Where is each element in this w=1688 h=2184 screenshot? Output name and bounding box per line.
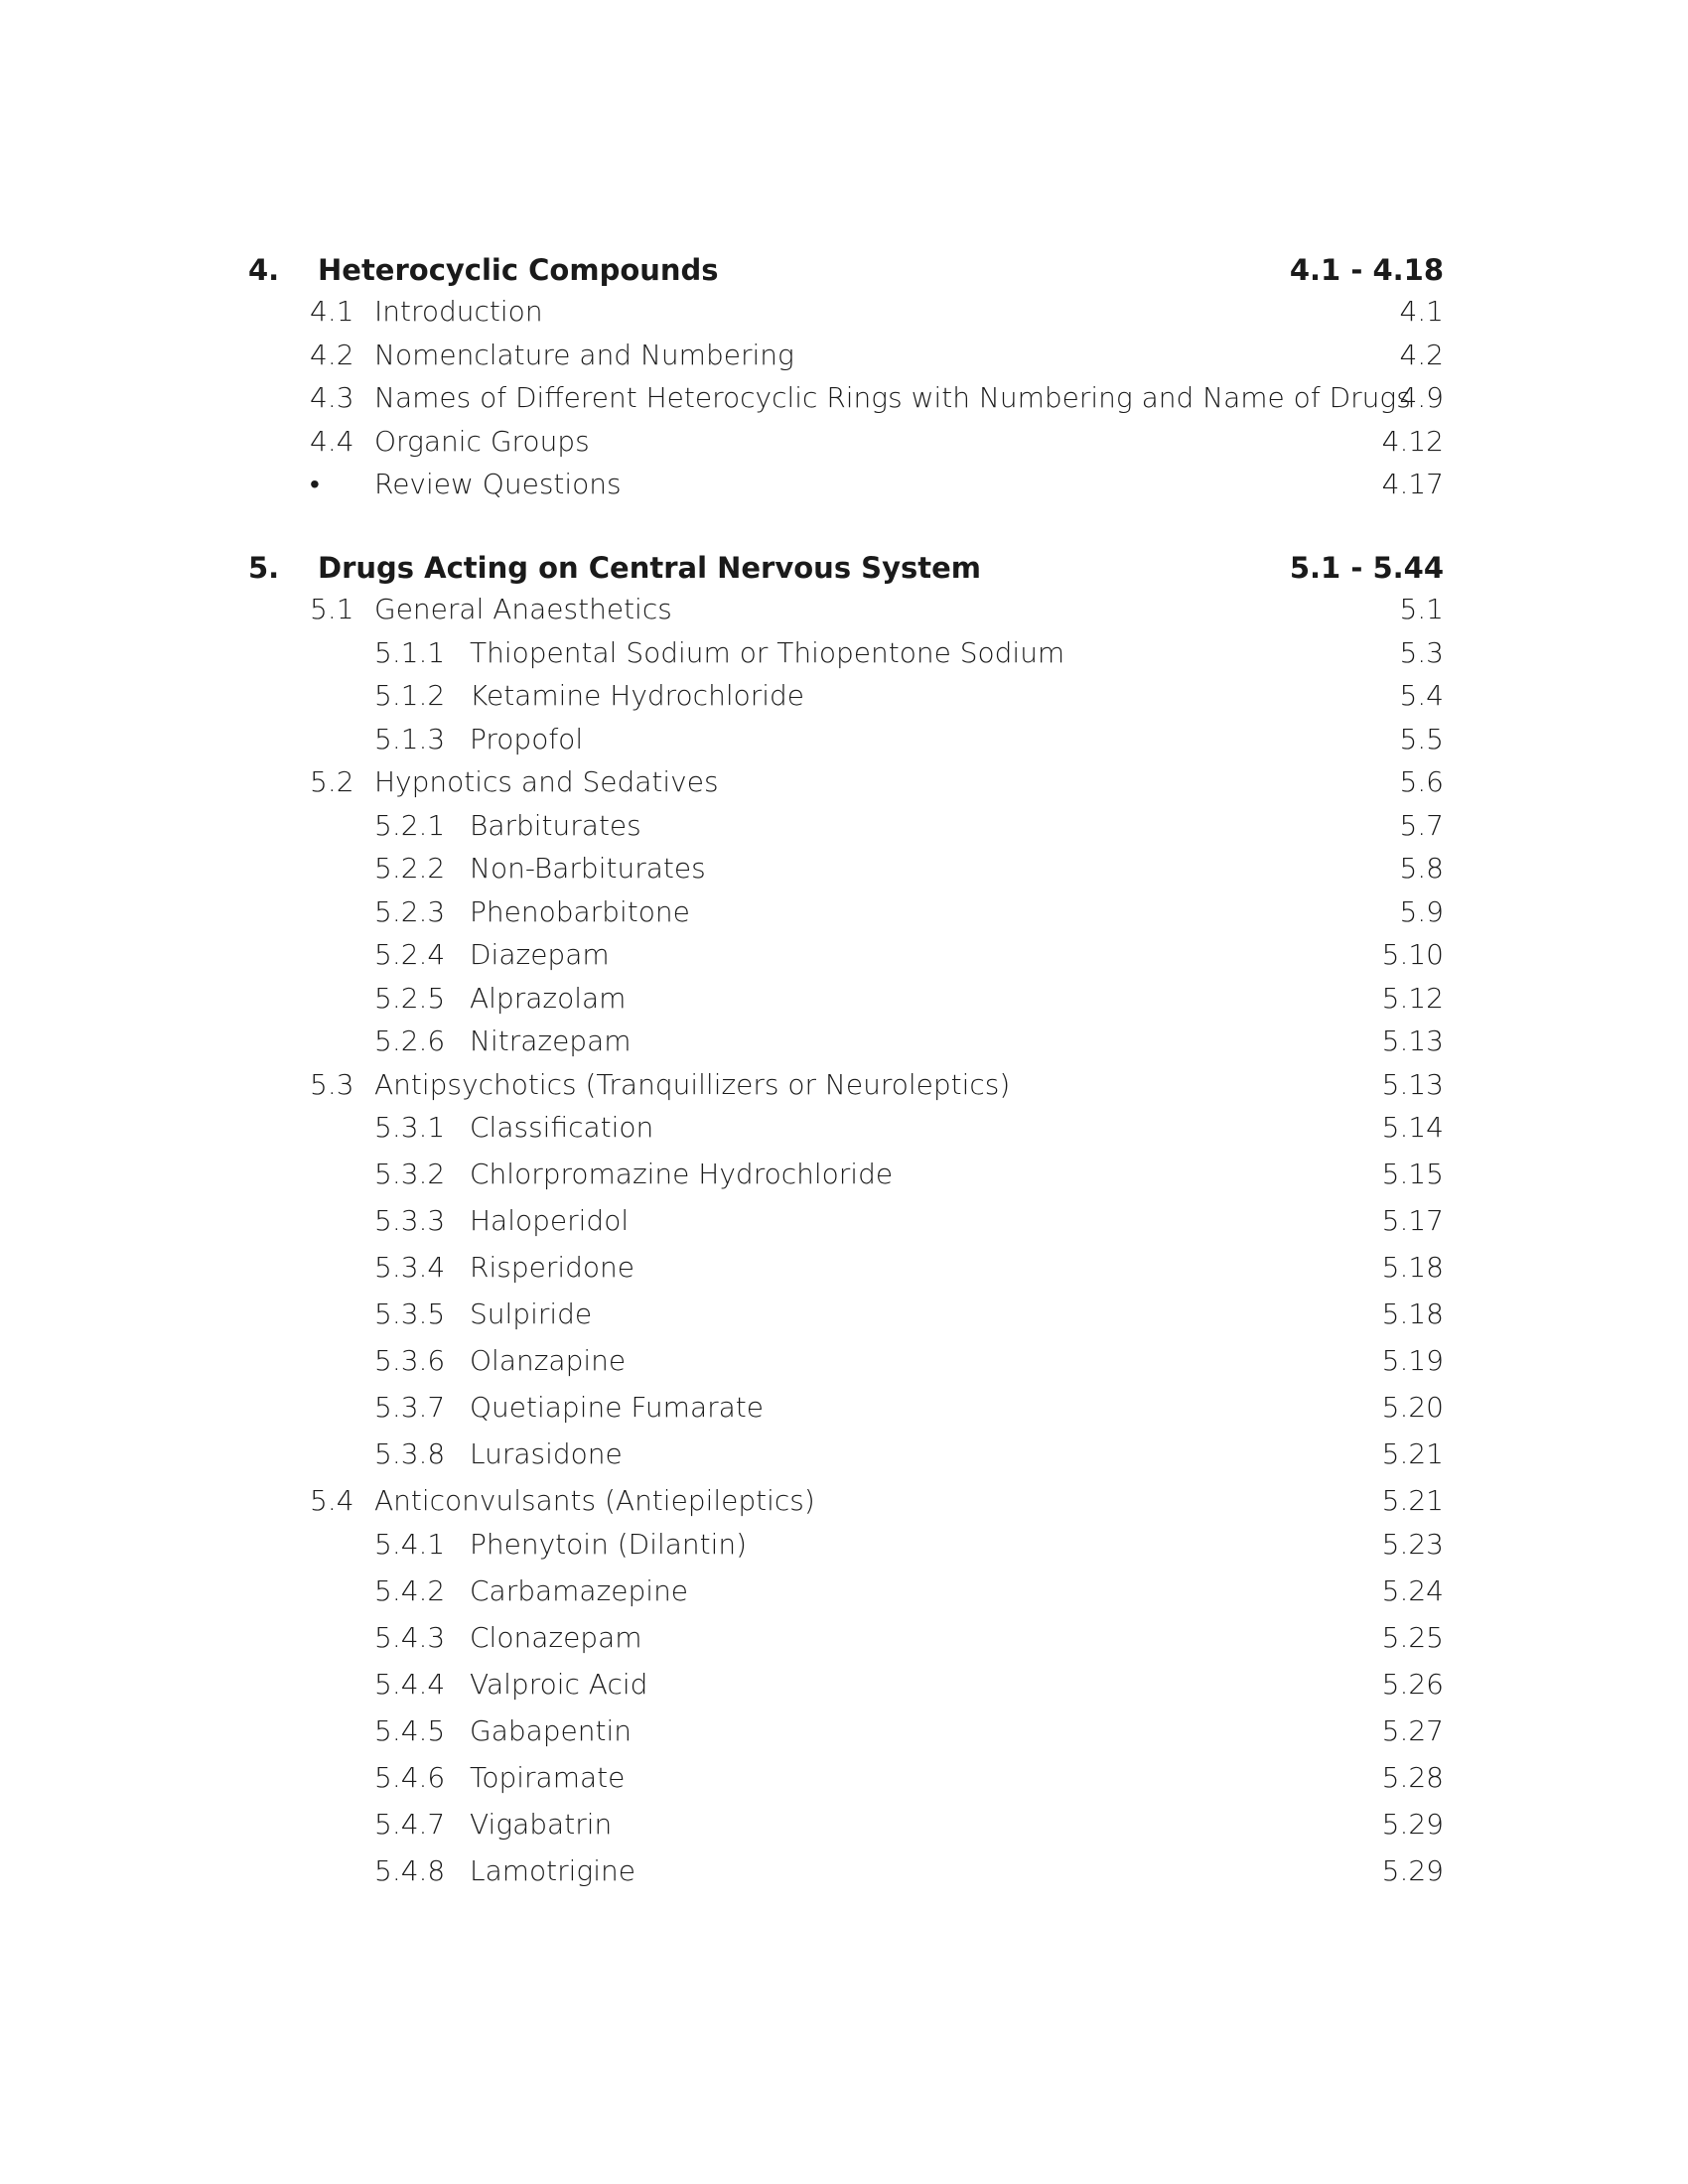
subsection-number: 5.2.4 bbox=[374, 938, 446, 971]
subsection-title: Ketamine Hydrochloride bbox=[470, 679, 805, 712]
subsection-page: 5.25 bbox=[1381, 1620, 1444, 1654]
subsection-entry[interactable] bbox=[0, 1803, 1688, 1846]
subsection-title: Lamotrigine bbox=[470, 1853, 635, 1887]
section-entry[interactable] bbox=[0, 760, 1688, 804]
subsection-entry[interactable] bbox=[0, 1153, 1688, 1196]
subsection-page: 5.13 bbox=[1381, 1024, 1444, 1057]
subsection-entry[interactable] bbox=[0, 977, 1688, 1021]
subsection-entry[interactable] bbox=[0, 1293, 1688, 1336]
subsection-entry[interactable] bbox=[0, 890, 1688, 934]
section-title: Introduction bbox=[374, 295, 543, 328]
section-title: Organic Groups bbox=[374, 424, 590, 458]
subsection-entry[interactable] bbox=[0, 1570, 1688, 1613]
subsection-page: 5.26 bbox=[1381, 1667, 1444, 1701]
section-entry[interactable] bbox=[0, 290, 1688, 334]
chapter-heading[interactable] bbox=[0, 248, 1688, 292]
subsection-number: 5.4.3 bbox=[374, 1620, 446, 1654]
section-number: 5.3 bbox=[310, 1067, 354, 1101]
subsection-entry[interactable] bbox=[0, 1106, 1688, 1150]
subsection-page: 5.15 bbox=[1381, 1158, 1444, 1190]
subsection-page: 5.19 bbox=[1381, 1344, 1444, 1377]
subsection-number: 5.4.7 bbox=[374, 1807, 446, 1841]
subsection-number: 5.3.8 bbox=[374, 1437, 446, 1470]
subsection-entry[interactable] bbox=[0, 1199, 1688, 1243]
subsection-page: 5.7 bbox=[1399, 808, 1444, 842]
subsection-title: Carbamazepine bbox=[470, 1573, 689, 1607]
section-title: Anticonvulsants (Antiepileptics) bbox=[374, 1484, 815, 1517]
section-entry[interactable] bbox=[0, 588, 1688, 631]
subsection-title: Clonazepam bbox=[470, 1620, 642, 1654]
subsection-entry[interactable] bbox=[0, 1246, 1688, 1290]
subsection-title: Alprazolam bbox=[470, 981, 627, 1015]
section-number: 5.4 bbox=[310, 1484, 354, 1517]
subsection-page: 5.24 bbox=[1381, 1573, 1444, 1607]
subsection-entry[interactable] bbox=[0, 1020, 1688, 1063]
subsection-number: 5.4.6 bbox=[374, 1760, 446, 1794]
subsection-entry[interactable] bbox=[0, 1339, 1688, 1383]
subsection-page: 5.4 bbox=[1399, 679, 1444, 712]
section-entry[interactable] bbox=[0, 376, 1688, 420]
subsection-number: 5.2.3 bbox=[374, 894, 446, 928]
subsection-title: Lurasidone bbox=[470, 1437, 623, 1470]
subsection-number: 5.2.5 bbox=[374, 981, 446, 1015]
subsection-page: 5.18 bbox=[1381, 1297, 1444, 1330]
subsection-number: 5.3.7 bbox=[374, 1391, 446, 1424]
subsection-entry[interactable] bbox=[0, 1616, 1688, 1660]
section-page: 4.17 bbox=[1381, 468, 1444, 500]
subsection-number: 5.2.2 bbox=[374, 852, 446, 885]
subsection-page: 5.29 bbox=[1381, 1853, 1444, 1887]
subsection-number: 5.1.3 bbox=[374, 722, 446, 755]
subsection-page: 5.20 bbox=[1381, 1391, 1444, 1424]
subsection-number: 5.3.6 bbox=[374, 1344, 446, 1377]
section-entry[interactable] bbox=[0, 1479, 1688, 1523]
section-title: Review Questions bbox=[374, 468, 622, 500]
subsection-title: Barbiturates bbox=[470, 808, 641, 842]
section-title: Antipsychotics (Tranquillizers or Neuroleptics) bbox=[374, 1067, 1011, 1101]
subsection-entry[interactable] bbox=[0, 1663, 1688, 1706]
subsection-page: 5.28 bbox=[1381, 1760, 1444, 1794]
subsection-page: 5.27 bbox=[1381, 1713, 1444, 1747]
subsection-page: 5.14 bbox=[1381, 1111, 1444, 1144]
subsection-title: Gabapentin bbox=[470, 1713, 633, 1747]
subsection-title: Haloperidol bbox=[470, 1204, 630, 1237]
chapter-number: 4. bbox=[248, 253, 280, 287]
subsection-entry[interactable] bbox=[0, 847, 1688, 890]
subsection-title: Classification bbox=[470, 1111, 654, 1144]
section-number: 4.2 bbox=[310, 338, 354, 371]
subsection-title: Nitrazepam bbox=[470, 1024, 632, 1057]
subsection-number: 5.4.1 bbox=[374, 1527, 446, 1561]
section-page: 5.21 bbox=[1381, 1484, 1444, 1517]
section-entry[interactable] bbox=[0, 463, 1688, 506]
subsection-page: 5.18 bbox=[1381, 1251, 1444, 1284]
subsection-title: Topiramate bbox=[470, 1760, 626, 1794]
subsection-entry[interactable] bbox=[0, 1433, 1688, 1476]
chapter-page-range: 5.1 - 5.44 bbox=[1289, 551, 1444, 585]
section-title: Hypnotics and Sedatives bbox=[374, 765, 719, 798]
subsection-number: 5.2.6 bbox=[374, 1024, 446, 1057]
subsection-number: 5.4.8 bbox=[374, 1853, 446, 1887]
subsection-number: 5.4.5 bbox=[374, 1713, 446, 1747]
subsection-page: 5.8 bbox=[1399, 852, 1444, 885]
subsection-entry[interactable] bbox=[0, 1709, 1688, 1753]
subsection-title: Sulpiride bbox=[470, 1297, 593, 1330]
subsection-page: 5.29 bbox=[1381, 1807, 1444, 1841]
chapter-page-range: 4.1 - 4.18 bbox=[1289, 253, 1444, 287]
subsection-title: Quetiapine Fumarate bbox=[470, 1391, 764, 1424]
subsection-entry[interactable] bbox=[0, 1756, 1688, 1800]
section-page: 5.13 bbox=[1381, 1067, 1444, 1101]
subsection-entry[interactable] bbox=[0, 804, 1688, 848]
chapter-title: Heterocyclic Compounds bbox=[318, 253, 719, 287]
subsection-page: 5.21 bbox=[1381, 1437, 1444, 1470]
subsection-page: 5.12 bbox=[1381, 981, 1444, 1015]
subsection-page: 5.23 bbox=[1381, 1527, 1444, 1561]
subsection-page: 5.3 bbox=[1399, 635, 1444, 669]
section-number: 4.4 bbox=[310, 424, 354, 458]
section-title: Names of Different Heterocyclic Rings with Numbering and Name of Drugs bbox=[374, 381, 1411, 414]
subsection-title: Chlorpromazine Hydrochloride bbox=[470, 1158, 894, 1190]
subsection-page: 5.10 bbox=[1381, 938, 1444, 971]
section-entry[interactable] bbox=[0, 420, 1688, 464]
section-number: • bbox=[310, 468, 320, 500]
subsection-title: Vigabatrin bbox=[470, 1807, 613, 1841]
subsection-entry[interactable] bbox=[0, 674, 1688, 718]
section-entry[interactable] bbox=[0, 334, 1688, 377]
section-entry[interactable] bbox=[0, 1063, 1688, 1107]
section-page: 5.1 bbox=[1399, 593, 1444, 625]
subsection-number: 5.3.4 bbox=[374, 1251, 446, 1284]
section-page: 4.9 bbox=[1399, 381, 1444, 414]
subsection-number: 5.4.2 bbox=[374, 1573, 446, 1607]
chapter-number: 5. bbox=[248, 551, 280, 585]
section-number: 5.1 bbox=[310, 593, 354, 625]
subsection-number: 5.2.1 bbox=[374, 808, 446, 842]
subsection-entry[interactable] bbox=[0, 1849, 1688, 1893]
subsection-page: 5.5 bbox=[1399, 722, 1444, 755]
subsection-entry[interactable] bbox=[0, 631, 1688, 675]
section-page: 5.6 bbox=[1399, 765, 1444, 798]
subsection-number: 5.3.1 bbox=[374, 1111, 446, 1144]
subsection-number: 5.1.1 bbox=[374, 635, 446, 669]
section-number: 5.2 bbox=[310, 765, 354, 798]
chapter-heading[interactable] bbox=[0, 546, 1688, 590]
section-page: 4.2 bbox=[1399, 338, 1444, 371]
subsection-title: Thiopental Sodium or Thiopentone Sodium bbox=[470, 635, 1065, 669]
subsection-number: 5.3.3 bbox=[374, 1204, 446, 1237]
section-title: General Anaesthetics bbox=[374, 593, 672, 625]
subsection-page: 5.17 bbox=[1381, 1204, 1444, 1237]
subsection-entry[interactable] bbox=[0, 1523, 1688, 1567]
subsection-title: Phenytoin (Dilantin) bbox=[470, 1527, 748, 1561]
subsection-title: Phenobarbitone bbox=[470, 894, 690, 928]
subsection-page: 5.9 bbox=[1399, 894, 1444, 928]
section-number: 4.3 bbox=[310, 381, 354, 414]
subsection-entry[interactable] bbox=[0, 718, 1688, 761]
subsection-title: Propofol bbox=[470, 722, 584, 755]
subsection-title: Diazepam bbox=[470, 938, 610, 971]
section-number: 4.1 bbox=[310, 295, 354, 328]
subsection-title: Non-Barbiturates bbox=[470, 852, 706, 885]
subsection-entry[interactable] bbox=[0, 933, 1688, 977]
subsection-number: 5.3.5 bbox=[374, 1297, 446, 1330]
section-page: 4.12 bbox=[1381, 424, 1444, 458]
subsection-number: 5.3.2 bbox=[374, 1158, 446, 1190]
subsection-title: Olanzapine bbox=[470, 1344, 627, 1377]
subsection-title: Valproic Acid bbox=[470, 1667, 648, 1701]
subsection-number: 5.1.2 bbox=[374, 679, 446, 712]
subsection-number: 5.4.4 bbox=[374, 1667, 446, 1701]
section-title: Nomenclature and Numbering bbox=[374, 338, 794, 371]
section-page: 4.1 bbox=[1399, 295, 1444, 328]
chapter-title: Drugs Acting on Central Nervous System bbox=[318, 551, 981, 585]
subsection-title: Risperidone bbox=[470, 1251, 634, 1284]
subsection-entry[interactable] bbox=[0, 1386, 1688, 1430]
